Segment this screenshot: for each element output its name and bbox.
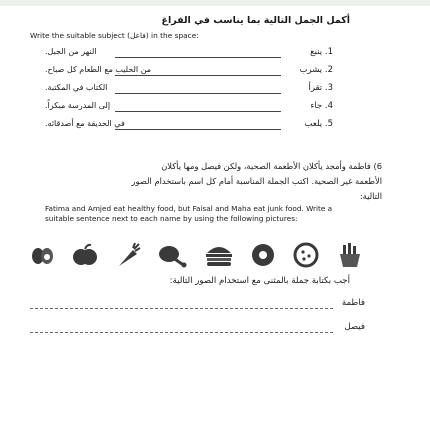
question-5-title: أكمل الجمل التالية بما يناسب في الفراغ bbox=[161, 15, 350, 26]
item-1-blank[interactable] bbox=[115, 57, 281, 58]
apple-icon bbox=[72, 243, 98, 267]
burger-icon bbox=[204, 243, 234, 267]
answer-blank-1[interactable] bbox=[30, 308, 333, 309]
question-6-arabic-line-1: 6) فاطمة وأمجد يأكلان الأطعمة الصحية، ولكن فيصل ومها يأكلان bbox=[161, 161, 382, 171]
item-2-text: من الحليب مع الطعام كل صباح. bbox=[45, 65, 152, 74]
item-2-blank[interactable] bbox=[115, 75, 281, 76]
carrot-icon bbox=[115, 242, 141, 268]
item-2-label: 2. يشرب bbox=[299, 65, 333, 75]
question-6-english: Fatima and Amjed eat healthy food, but Faisal and Maha eat junk food. Write a suitable sentence next to each name by using the following pictures: bbox=[45, 204, 333, 223]
answer-blank-2[interactable] bbox=[30, 332, 333, 333]
item-4-blank[interactable] bbox=[115, 111, 281, 112]
item-5-blank[interactable] bbox=[115, 129, 281, 130]
item-5-text: في الحديقة مع أصدقائه. bbox=[45, 119, 125, 128]
item-4-text: إلى المدرسة مبكراً. bbox=[45, 101, 111, 110]
item-5-label: 5. يلعب bbox=[304, 119, 333, 129]
item-3 bbox=[45, 83, 333, 97]
food-pictures-row bbox=[30, 240, 365, 270]
donut-icon bbox=[250, 242, 276, 268]
item-1 bbox=[45, 47, 333, 61]
item-3-label: 3. تقرأ bbox=[308, 83, 333, 93]
item-3-blank[interactable] bbox=[115, 93, 281, 94]
item-1-label: 1. ينبع bbox=[310, 47, 333, 57]
item-1-text: النهر من الجبل. bbox=[45, 47, 97, 56]
answer-line-1 bbox=[30, 298, 365, 312]
item-5 bbox=[45, 119, 333, 133]
cookie-icon bbox=[293, 242, 319, 268]
answer-name-1: فاطمة bbox=[341, 298, 365, 308]
item-4 bbox=[45, 101, 333, 115]
item-2 bbox=[45, 65, 333, 79]
fries-icon bbox=[335, 242, 365, 268]
question-5-instruction: Write the suitable subject (فاعل) in the space: bbox=[30, 31, 199, 40]
answer-line-2 bbox=[30, 322, 365, 336]
question-6-arabic-line-2: الأطعمة غير الصحية. اكتب الجملة المناسبة أمام كل اسم باستخدام الصور bbox=[131, 176, 382, 186]
answer-name-2: فيصل bbox=[344, 322, 365, 332]
chicken-icon bbox=[157, 242, 187, 268]
item-3-text: الكتاب في المكتبة. bbox=[45, 83, 108, 92]
answer-prompt: أجب بكتابة جملة بالمثنى مع استخدام الصور التالية: bbox=[169, 276, 350, 286]
eggs-icon bbox=[30, 244, 56, 266]
top-strip bbox=[0, 0, 430, 6]
question-6-arabic-line-3: التالية: bbox=[359, 191, 382, 201]
item-4-label: 4. جاء bbox=[310, 101, 333, 111]
